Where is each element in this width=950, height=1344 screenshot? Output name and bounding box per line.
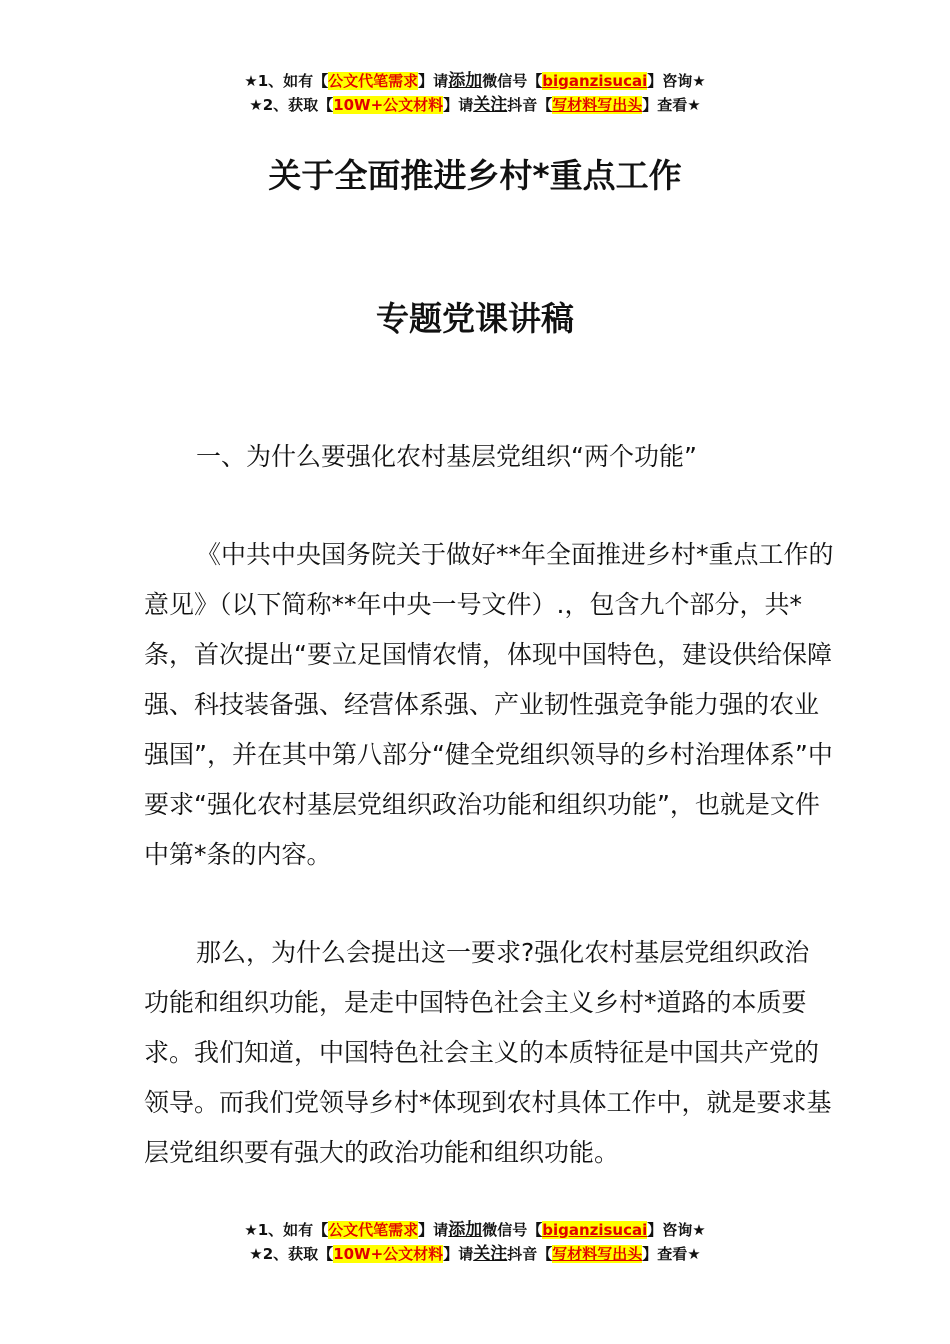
banner-highlight: 公文代笔需求 [328,72,419,90]
banner-line-2 [0,93,950,117]
wechat-id: biganzisucai [542,1221,648,1239]
banner-line-2 [0,1242,950,1266]
body-paragraph: 那么，为什么会提出这一要求?强化农村基层党组织政治功能和组织功能，是走中国特色社会主义乡村*道路的本质要求。我们知道，中国特色社会主义的本质特征是中国共产党的领导。而我们党领导乡村*体现到农村具体工作中，就是要求基层党组织要有强大的政治功能和组织功能。 [144,938,832,1167]
banner-underline: 添加 [448,71,483,91]
page-subtitle: 专题党课讲稿 [376,299,574,338]
banner-text: ★2、获取【 [249,96,334,114]
banner-line-1 [0,1218,950,1242]
wechat-id: biganzisucai [542,72,648,90]
banner-text: ★1、如有【 [244,1221,329,1239]
footer-banner [0,1218,950,1266]
banner-underline: 添加 [448,1220,483,1240]
banner-text: 】咨询★ [647,72,706,90]
section-heading: 一、为什么要强化农村基层党组织“两个功能” [196,442,697,471]
page-title: 关于全面推进乡村*重点工作 [268,156,682,195]
banner-text: 】请 [443,1245,474,1263]
banner-text: 】请 [418,72,449,90]
banner-highlight: 10W+公文材料 [333,96,444,114]
banner-highlight: 公文代笔需求 [328,1221,419,1239]
douyin-id: 写材料写出头 [552,96,643,114]
banner-text: 】请 [418,1221,449,1239]
banner-text: ★2、获取【 [249,1245,334,1263]
banner-line-1 [0,69,950,93]
body-paragraph: 《中共中央国务院关于做好**年全面推进乡村*重点工作的意见》（以下简称**年中央一号文件）.，包含九个部分，共*条，首次提出“要立足国情农情，体现中国特色，建设供给保障强、科技装备强、经营体系强、产业韧性强竞争能力强的农业强国”，并在其中第八部分“健全党组织领导的乡村治理体系”中要求“强化农村基层党组织政治功能和组织功能”，也就是文件中第*条的内容。 [144,540,834,869]
banner-text: 抖音【 [507,96,553,114]
banner-text: 】请 [443,96,474,114]
banner-text: 抖音【 [507,1245,553,1263]
banner-underline: 关注 [473,1244,508,1264]
banner-text: 微信号【 [482,72,543,90]
banner-text: 】查看★ [642,96,701,114]
header-banner [0,69,950,117]
banner-text: 】查看★ [642,1245,701,1263]
banner-highlight: 10W+公文材料 [333,1245,444,1263]
douyin-id: 写材料写出头 [552,1245,643,1263]
banner-text: ★1、如有【 [244,72,329,90]
banner-text: 】咨询★ [647,1221,706,1239]
banner-text: 微信号【 [482,1221,543,1239]
banner-underline: 关注 [473,95,508,115]
